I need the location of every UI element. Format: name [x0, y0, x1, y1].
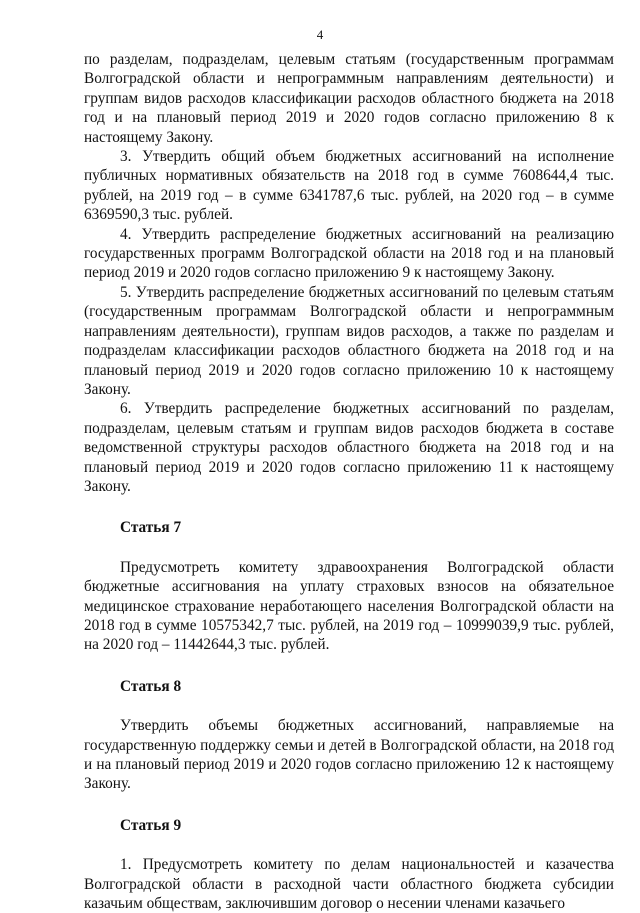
article-7-paragraph: Предусмотреть комитету здравоохранения Волгоградской области бюджетные ассигнования на уплату страховых взносов на обязательное медицинское страхование неработающего населения Волгоградской области на 2018 год в сумме 10575342,7 тыс. рублей, на 2019 год – 10999039,9 тыс. рублей, на 2020 год – 11442644,3 тыс. рублей.: [84, 558, 614, 654]
paragraph-item-6: 6. Утвердить распределение бюджетных ассигнований по разделам, подразделам, целевым статьям и группам видов расходов бюджета в составе ведомственной структуры расходов областного бюджета на 2018 год и на плановый период 2019 и 2020 годов согласно приложению 11 к настоящему Закону.: [84, 400, 614, 495]
article-7-heading: Статья 7: [120, 519, 182, 537]
article-9-paragraph-1: 1. Предусмотреть комитету по делам национальностей и казачества Волгоградской области в расходной части областного бюджета субсидии казачьим обществам, заключившим договор о несении членами казачьего: [84, 856, 614, 913]
article-8-heading: Статья 8: [120, 677, 182, 695]
article-9-heading: Статья 9: [120, 816, 182, 834]
paragraph-item-5: 5. Утвердить распределение бюджетных ассигнований по целевым статьям (государственным программам Волгоградской области и непрограммным направлениям деятельности), группам видов расходов, а также по разделам и подразделам классификации расходов областного бюджета на 2018 год и на плановый период 2019 и 2020 годов согласно приложению 10 к настоящему Закону.: [84, 283, 614, 398]
article-8-paragraph: Утвердить объемы бюджетных ассигнований, направляемые на государственную поддержку семьи и детей в Волгоградской области, на 2018 год и на плановый период 2019 и 2020 годов согласно приложению 12 к настоящему Закону.: [84, 717, 614, 793]
document-body: [84, 50, 614, 913]
page-number: 4: [316, 27, 324, 42]
paragraph-item-3: 3. Утвердить общий объем бюджетных ассигнований на исполнение публичных нормативных обязательств на 2018 год в сумме 7608644,4 тыс. рублей, на 2019 год – в сумме 6341787,6 тыс. рублей, на 2020 год – в сумме 6369590,3 тыс. рублей.: [84, 148, 614, 224]
paragraph-continuation: по разделам, подразделам, целевым статьям (государственным программам Волгоградской области и непрограммным направлениям деятельности) и группам видов расходов классификации расходов областного бюджета на 2018 год и на плановый период 2019 и 2020 годов согласно приложению 8 к настоящему Закону.: [84, 51, 614, 146]
paragraph-item-4: 4. Утвердить распределение бюджетных ассигнований на реализацию государственных программ Волгоградской области на 2018 год и на плановый период 2019 и 2020 годов согласно приложению 9 к настоящему Закону.: [84, 225, 614, 282]
